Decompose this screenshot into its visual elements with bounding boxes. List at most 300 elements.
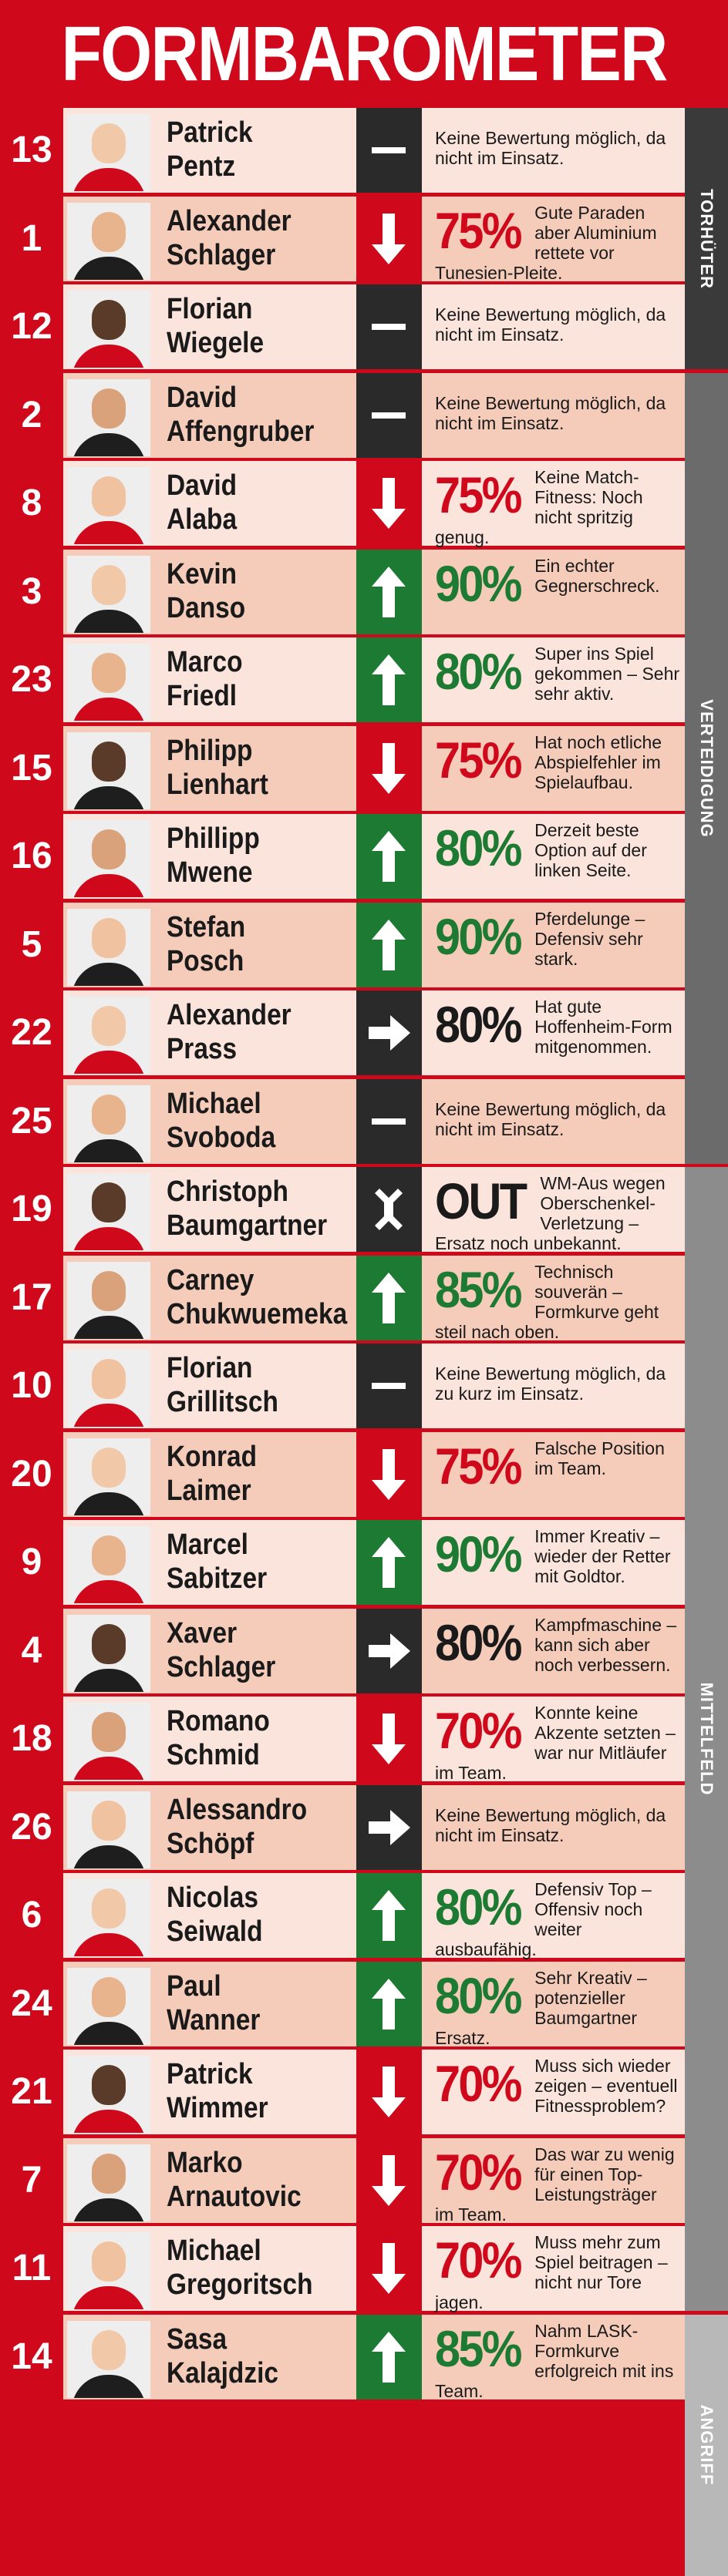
trend-up-icon — [356, 1256, 422, 1340]
player-name — [154, 1962, 355, 2046]
player-photo-head — [92, 2330, 126, 2370]
player-photo-jersey — [72, 1139, 146, 1162]
rating-percent: 80% — [435, 1966, 521, 2024]
player-number: 6 — [0, 1873, 63, 1958]
player-name — [154, 1785, 355, 1870]
player-photo — [67, 644, 150, 721]
player-photo — [67, 291, 150, 368]
section-label-text: VERTEIDIGUNG — [697, 698, 716, 838]
player-photo — [67, 1526, 150, 1603]
player-name — [154, 284, 355, 369]
player-first-name: Xaver — [167, 1616, 238, 1650]
rating-info — [426, 1167, 685, 1252]
rating-comment: Nahm LASK-Formkurve erfolgreich mit ins Team. — [435, 2320, 674, 2401]
trend-down-icon — [356, 1432, 422, 1517]
player-last-name: Affengruber — [167, 415, 315, 448]
player-photo-jersey — [72, 257, 146, 280]
player-photo-head — [92, 742, 126, 782]
rating-percent: 80% — [435, 996, 521, 1053]
rating-percent: 80% — [435, 1878, 521, 1935]
rating-percent: 70% — [435, 1702, 521, 1759]
section-label-torhüter — [685, 108, 728, 369]
player-first-name: Patrick — [167, 116, 253, 149]
rating-percent: 85% — [435, 1260, 521, 1318]
section-label-verteidigung — [685, 373, 728, 1164]
player-row — [0, 1343, 728, 1428]
rating-comment: Ein echter Gegnerschreck. — [534, 555, 660, 596]
rating-comment: Keine Bewertung möglich, da nicht im Einsatz. — [435, 392, 666, 433]
player-photo-jersey — [72, 610, 146, 633]
rating-info — [426, 637, 685, 722]
player-name — [154, 108, 355, 193]
rating-info — [426, 2226, 685, 2311]
rating-percent: 90% — [435, 554, 521, 612]
rating-info — [426, 1873, 685, 1958]
player-photo-jersey — [72, 1492, 146, 1515]
player-row — [0, 903, 728, 987]
player-row — [0, 990, 728, 1075]
player-last-name: Baumgartner — [167, 1209, 328, 1242]
player-photo-head — [92, 1095, 126, 1135]
player-last-name: Sabitzer — [167, 1562, 268, 1595]
rating-comment: Keine Bewertung möglich, da nicht im Einsatz. — [435, 1098, 666, 1139]
player-first-name: Marko — [167, 2146, 243, 2179]
player-row — [0, 814, 728, 899]
trend-up-icon — [356, 637, 422, 722]
player-name — [154, 2050, 355, 2134]
player-row — [0, 1873, 728, 1958]
section-label-mittelfeld — [685, 1167, 728, 2311]
player-name — [154, 197, 355, 281]
player-number: 25 — [0, 1079, 63, 1164]
player-number: 12 — [0, 284, 63, 369]
player-name — [154, 461, 355, 546]
player-last-name: Friedl — [167, 680, 238, 712]
player-name — [154, 1873, 355, 1958]
page-title — [0, 0, 728, 108]
player-first-name: Sasa — [167, 2322, 228, 2356]
player-photo-head — [92, 1006, 126, 1046]
player-photo — [67, 203, 150, 280]
player-photo — [67, 1350, 150, 1427]
player-last-name: Schmid — [167, 1739, 260, 1771]
player-last-name: Seiwald — [167, 1915, 263, 1948]
rating-comment: Sehr Kreativ – potenzieller Baumgartner Ersatz. — [435, 1967, 647, 2048]
player-number: 13 — [0, 108, 63, 193]
rating-info — [426, 373, 685, 458]
trend-dash-icon — [356, 108, 422, 193]
rating-info — [426, 284, 685, 369]
player-first-name: Alexander — [167, 999, 292, 1031]
player-photo-jersey — [72, 1580, 146, 1603]
player-first-name: Paul — [167, 1969, 221, 2003]
player-photo — [67, 1438, 150, 1515]
rating-info — [426, 197, 685, 281]
section-label-text: MITTELFELD — [697, 1682, 716, 1796]
player-number: 1 — [0, 197, 63, 281]
rating-comment: Hat noch etliche Abspielfehler im Spielaufbau. — [534, 731, 662, 792]
rating-percent: 80% — [435, 819, 521, 876]
trend-right-icon — [356, 1785, 422, 1870]
player-last-name: Lienhart — [167, 768, 268, 801]
player-row — [0, 1520, 728, 1605]
player-photo-jersey — [72, 2198, 146, 2221]
player-first-name: Philipp — [167, 734, 253, 767]
player-name — [154, 550, 355, 634]
player-row — [0, 1079, 728, 1164]
player-photo — [67, 997, 150, 1074]
rating-info — [426, 461, 685, 546]
player-number: 2 — [0, 373, 63, 458]
trend-down-icon — [356, 1697, 422, 1781]
rating-comment: Das war zu wenig für einen Top-Leistungsträger im Team. — [435, 2144, 675, 2225]
player-first-name: Alexander — [167, 204, 292, 237]
rating-percent: 80% — [435, 1613, 521, 1671]
rating-info — [426, 990, 685, 1075]
player-number: 9 — [0, 1520, 63, 1605]
section-label-text: TORHÜTER — [697, 188, 716, 289]
player-first-name: Konrad — [167, 1440, 258, 1473]
rating-percent: OUT — [435, 1172, 526, 1229]
rating-info — [426, 1432, 685, 1517]
player-name — [154, 814, 355, 899]
trend-down-icon — [356, 461, 422, 546]
player-last-name: Gregoritsch — [167, 2268, 313, 2301]
player-number: 26 — [0, 1785, 63, 1870]
rating-info — [426, 1697, 685, 1781]
player-photo-head — [92, 653, 126, 693]
rating-info — [426, 2315, 685, 2399]
rating-percent: 85% — [435, 2319, 521, 2377]
rating-info — [426, 1609, 685, 1693]
player-row — [0, 550, 728, 634]
rating-comment: Keine Bewertung möglich, da zu kurz im Einsatz. — [435, 1364, 666, 1404]
rating-info — [426, 726, 685, 811]
player-first-name: Nicolas — [167, 1882, 258, 1914]
player-photo — [67, 1703, 150, 1780]
player-photo — [67, 909, 150, 986]
rating-comment: WM-Aus wegen Oberschenkel-Verletzung – Ersatz noch unbekannt. — [435, 1173, 666, 1253]
player-number: 20 — [0, 1432, 63, 1517]
player-number: 16 — [0, 814, 63, 899]
player-photo-jersey — [72, 1845, 146, 1868]
player-row — [0, 108, 728, 193]
player-name — [154, 903, 355, 987]
player-photo-jersey — [72, 1757, 146, 1780]
player-row — [0, 373, 728, 458]
player-photo — [67, 467, 150, 544]
rating-percent: 80% — [435, 643, 521, 700]
player-last-name: Mwene — [167, 856, 253, 889]
player-photo — [67, 1085, 150, 1162]
player-number: 10 — [0, 1343, 63, 1428]
rating-comment: Keine Bewertung möglich, da nicht im Einsatz. — [435, 1804, 666, 1845]
player-name — [154, 373, 355, 458]
player-photo-jersey — [72, 2375, 146, 2398]
rating-info — [426, 2050, 685, 2134]
player-name — [154, 637, 355, 722]
player-row — [0, 1962, 728, 2046]
player-first-name: Kevin — [167, 557, 238, 590]
trend-down-icon — [356, 2226, 422, 2311]
player-photo — [67, 2232, 150, 2309]
player-name — [154, 726, 355, 811]
player-first-name: Florian — [167, 1352, 253, 1384]
player-photo — [67, 114, 150, 191]
rating-percent: 90% — [435, 907, 521, 965]
player-last-name: Danso — [167, 591, 246, 624]
rating-comment: Gute Paraden aber Aluminium rettete vor Tunesien-Pleite. — [435, 202, 657, 283]
player-row — [0, 1432, 728, 1517]
player-last-name: Schlager — [167, 1650, 276, 1683]
rating-info — [426, 550, 685, 634]
player-photo-head — [92, 2154, 126, 2194]
rating-info — [426, 903, 685, 987]
player-name — [154, 1167, 355, 1252]
player-last-name: Posch — [167, 944, 244, 977]
player-first-name: David — [167, 381, 238, 414]
player-number: 11 — [0, 2226, 63, 2311]
player-first-name: Alessandro — [167, 1793, 308, 1826]
rating-comment: Konnte keine Akzente setzten – war nur Mitläufer im Team. — [435, 1703, 676, 1783]
rating-info — [426, 814, 685, 899]
player-row — [0, 1785, 728, 1870]
player-name — [154, 2138, 355, 2223]
player-photo — [67, 2144, 150, 2221]
trend-up-icon — [356, 550, 422, 634]
player-photo — [67, 2056, 150, 2133]
rating-info — [426, 1079, 685, 1164]
player-photo-head — [92, 1712, 126, 1752]
player-last-name: Svoboda — [167, 1121, 276, 1154]
rating-info — [426, 108, 685, 193]
rating-comment: Super ins Spiel gekommen – Sehr sehr aktiv. — [534, 644, 680, 704]
player-number: 15 — [0, 726, 63, 811]
player-first-name: Patrick — [167, 2058, 253, 2090]
player-last-name: Wanner — [167, 2003, 261, 2036]
player-name — [154, 1520, 355, 1605]
player-row — [0, 1167, 728, 1252]
rating-info — [426, 2138, 685, 2223]
player-first-name: Florian — [167, 293, 253, 325]
rating-percent: 90% — [435, 1525, 521, 1582]
player-number: 4 — [0, 1609, 63, 1693]
rating-percent: 70% — [435, 2055, 521, 2112]
player-photo-head — [92, 123, 126, 163]
trend-dash-icon — [356, 373, 422, 458]
player-row — [0, 2138, 728, 2223]
player-last-name: Schöpf — [167, 1827, 254, 1860]
player-number: 8 — [0, 461, 63, 546]
rating-info — [426, 1343, 685, 1428]
player-photo — [67, 1615, 150, 1692]
player-first-name: David — [167, 469, 238, 502]
player-name — [154, 1256, 355, 1340]
player-name — [154, 1609, 355, 1693]
rating-comment: Derzeit beste Option auf der linken Seite. — [534, 820, 647, 880]
player-last-name: Alaba — [167, 503, 238, 536]
player-last-name: Wimmer — [167, 2092, 268, 2124]
player-first-name: Romano — [167, 1705, 270, 1737]
page-title-text: FORMBAROMETER — [61, 11, 667, 97]
trend-down-icon — [356, 197, 422, 281]
trend-up-icon — [356, 1520, 422, 1605]
rating-comment: Falsche Position im Team. — [534, 1438, 665, 1478]
player-photo-head — [92, 1359, 126, 1399]
player-photo-head — [92, 565, 126, 605]
player-last-name: Chukwuemeka — [167, 1297, 348, 1330]
player-number: 23 — [0, 637, 63, 722]
player-last-name: Pentz — [167, 150, 236, 183]
rating-comment: Hat gute Hoffenheim-Form mitgenommen. — [534, 997, 672, 1057]
rating-comment: Muss sich wieder zeigen – eventuell Fitnessproblem? — [534, 2056, 678, 2116]
player-name — [154, 2315, 355, 2399]
trend-down-icon — [356, 2050, 422, 2134]
player-first-name: Stefan — [167, 910, 246, 943]
rating-info — [426, 1256, 685, 1340]
player-photo-jersey — [72, 1669, 146, 1692]
trend-dash-icon — [356, 1343, 422, 1428]
player-photo — [67, 1173, 150, 1250]
player-photo — [67, 2321, 150, 2398]
player-photo — [67, 732, 150, 809]
player-photo — [67, 1879, 150, 1956]
trend-x-icon — [356, 1167, 422, 1252]
player-number: 22 — [0, 990, 63, 1075]
player-photo-head — [92, 1271, 126, 1311]
rating-percent: 70% — [435, 2231, 521, 2288]
player-photo-head — [92, 2241, 126, 2282]
player-photo-jersey — [72, 1051, 146, 1074]
rating-percent: 75% — [435, 201, 521, 259]
player-last-name: Wiegele — [167, 327, 265, 359]
rating-comment: Kampfmaschine – kann sich aber noch verbessern. — [534, 1614, 677, 1675]
player-photo-jersey — [72, 2110, 146, 2133]
rating-comment: Immer Kreativ – wieder der Retter mit Goldtor. — [534, 1526, 671, 1586]
player-row — [0, 197, 728, 281]
player-photo-head — [92, 388, 126, 429]
rating-comment: Keine Bewertung möglich, da nicht im Einsatz. — [435, 304, 666, 345]
player-first-name: Phillipp — [167, 822, 260, 855]
player-photo-jersey — [72, 2022, 146, 2045]
player-number: 17 — [0, 1256, 63, 1340]
player-row — [0, 2315, 728, 2399]
rating-percent: 70% — [435, 2143, 521, 2201]
trend-dash-icon — [356, 1079, 422, 1164]
trend-up-icon — [356, 814, 422, 899]
player-number: 18 — [0, 1697, 63, 1781]
player-last-name: Laimer — [167, 1474, 251, 1507]
player-number: 19 — [0, 1167, 63, 1252]
player-photo-head — [92, 1448, 126, 1488]
player-number: 24 — [0, 1962, 63, 2046]
player-photo-jersey — [72, 2286, 146, 2309]
player-row — [0, 1697, 728, 1781]
trend-down-icon — [356, 726, 422, 811]
trend-up-icon — [356, 1873, 422, 1958]
player-row — [0, 284, 728, 369]
trend-down-icon — [356, 2138, 422, 2223]
player-photo-head — [92, 1888, 126, 1929]
trend-dash-icon — [356, 284, 422, 369]
player-photo-head — [92, 1801, 126, 1841]
player-last-name: Schlager — [167, 238, 276, 271]
player-photo-head — [92, 1977, 126, 2017]
player-name — [154, 1432, 355, 1517]
player-first-name: Marcel — [167, 1528, 248, 1561]
player-name — [154, 990, 355, 1075]
player-first-name: Marco — [167, 646, 243, 678]
player-photo-jersey — [72, 345, 146, 368]
player-number: 7 — [0, 2138, 63, 2223]
player-number: 3 — [0, 550, 63, 634]
rating-comment: Technisch souverän – Formkurve geht steil nach oben. — [435, 1261, 659, 1342]
player-photo-head — [92, 918, 126, 958]
player-photo — [67, 379, 150, 456]
player-photo-head — [92, 829, 126, 869]
player-photo-jersey — [72, 1316, 146, 1339]
player-photo-jersey — [72, 786, 146, 809]
player-last-name: Grillitsch — [167, 1386, 278, 1418]
player-photo-jersey — [72, 963, 146, 986]
player-first-name: Carney — [167, 1263, 254, 1296]
player-photo — [67, 1968, 150, 2045]
player-photo-jersey — [72, 1933, 146, 1956]
player-photo-jersey — [72, 1227, 146, 1250]
player-photo — [67, 556, 150, 633]
player-number: 14 — [0, 2315, 63, 2399]
player-photo-head — [92, 476, 126, 516]
player-first-name: Michael — [167, 2235, 261, 2267]
section-label-text: ANGRIFF — [697, 2404, 716, 2486]
rating-info — [426, 1520, 685, 1605]
rating-percent: 75% — [435, 466, 521, 523]
player-name — [154, 2226, 355, 2311]
player-row — [0, 2226, 728, 2311]
player-photo-jersey — [72, 874, 146, 897]
player-photo-jersey — [72, 433, 146, 456]
trend-up-icon — [356, 2315, 422, 2399]
player-photo — [67, 1791, 150, 1868]
rating-comment: Keine Bewertung möglich, da nicht im Einsatz. — [435, 128, 666, 168]
player-row — [0, 637, 728, 722]
player-last-name: Prass — [167, 1033, 238, 1065]
player-photo — [67, 1262, 150, 1339]
player-photo-jersey — [72, 521, 146, 544]
player-row — [0, 726, 728, 811]
player-row — [0, 1609, 728, 1693]
player-photo-head — [92, 2065, 126, 2105]
player-photo-head — [92, 300, 126, 340]
rating-comment: Defensiv Top – Offensiv noch weiter ausbaufähig. — [435, 1879, 652, 1959]
player-photo-jersey — [72, 698, 146, 721]
rating-info — [426, 1962, 685, 2046]
trend-up-icon — [356, 903, 422, 987]
trend-right-icon — [356, 990, 422, 1075]
trend-right-icon — [356, 1609, 422, 1693]
player-photo-head — [92, 1535, 126, 1576]
player-first-name: Michael — [167, 1087, 261, 1120]
rating-comment: Pferdelunge – Defensiv sehr stark. — [534, 908, 645, 969]
rating-comment: Muss mehr zum Spiel beitragen – nicht nur Tore jagen. — [435, 2232, 668, 2312]
rating-percent: 75% — [435, 731, 521, 789]
player-name — [154, 1079, 355, 1164]
rating-comment: Keine Match-Fitness: Noch nicht spritzig genug. — [435, 467, 643, 547]
player-first-name: Christoph — [167, 1175, 288, 1208]
player-row — [0, 1256, 728, 1340]
rating-percent: 75% — [435, 1437, 521, 1495]
player-last-name: Kalajdzic — [167, 2356, 278, 2389]
